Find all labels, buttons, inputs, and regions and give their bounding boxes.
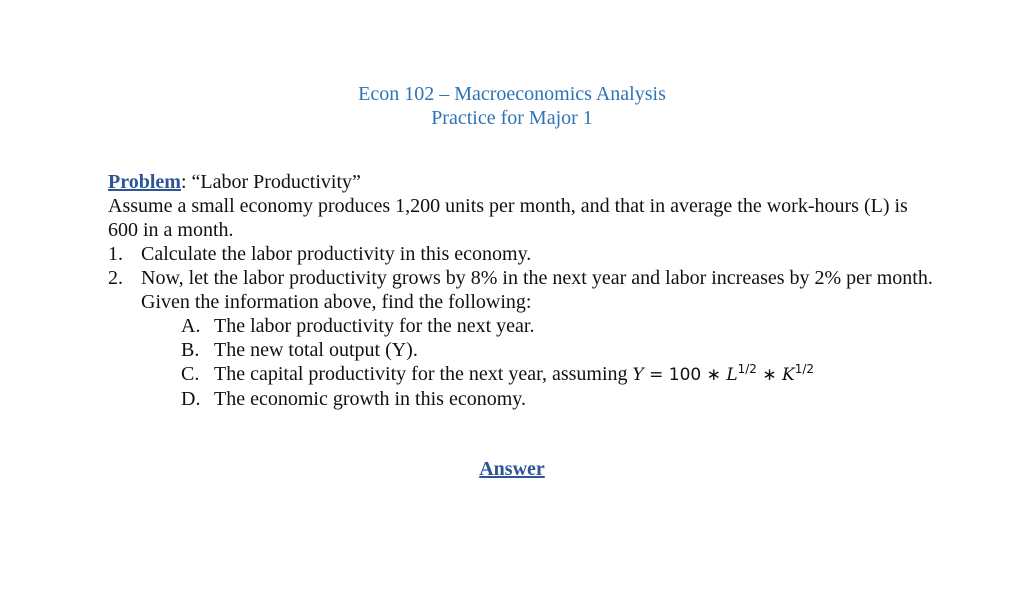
- course-subtitle: Practice for Major 1: [431, 107, 593, 129]
- production-formula: [632, 362, 814, 385]
- formula-l: L: [726, 365, 738, 385]
- formula-k: K: [781, 365, 795, 385]
- sub-list: [108, 314, 938, 411]
- answer-link[interactable]: Answer: [479, 458, 545, 480]
- formula-eq: = 100 ∗: [643, 365, 727, 385]
- sub-item-a: [181, 314, 938, 338]
- sub-letter-a: A.: [181, 315, 201, 337]
- given-line: Given the information above, find the following:: [141, 291, 532, 313]
- problem-section: [108, 170, 938, 411]
- sub-text-d: The economic growth in this economy.: [214, 388, 526, 410]
- list-text-2: Now, let the labor productivity grows by 8% in the next year and labor increases by 2% per month.: [141, 267, 933, 289]
- problem-label: Problem: [108, 171, 181, 193]
- formula-l-exponent: 1/2: [737, 362, 757, 376]
- sub-item-d: [181, 387, 938, 411]
- problem-title: : “Labor Productivity”: [180, 171, 361, 193]
- list-number-2: 2.: [108, 267, 123, 289]
- list-number-1: 1.: [108, 243, 123, 265]
- sub-item-c: [181, 362, 938, 387]
- formula-mult: ∗: [756, 365, 782, 385]
- document-header: [0, 82, 1024, 130]
- course-title: Econ 102 – Macroeconomics Analysis: [358, 83, 666, 105]
- sub-letter-c: C.: [181, 363, 200, 385]
- formula-y: Y: [632, 365, 644, 385]
- formula-k-exponent: 1/2: [794, 362, 814, 376]
- sub-letter-d: D.: [181, 388, 201, 410]
- list-text-1: Calculate the labor productivity in this economy.: [141, 243, 532, 265]
- problem-heading: [108, 170, 938, 194]
- sub-letter-b: B.: [181, 339, 200, 361]
- problem-intro: Assume a small economy produces 1,200 units per month, and that in average the work-hours (L) is 600 in a month.: [108, 195, 908, 241]
- list-item-2: [108, 266, 938, 290]
- sub-text-c: The capital productivity for the next year, assuming: [214, 363, 633, 385]
- answer-section: [0, 457, 1024, 481]
- sub-text-a: The labor productivity for the next year.: [214, 315, 535, 337]
- sub-text-b: The new total output (Y).: [214, 339, 418, 361]
- list-item-1: [108, 242, 938, 266]
- sub-item-b: [181, 338, 938, 362]
